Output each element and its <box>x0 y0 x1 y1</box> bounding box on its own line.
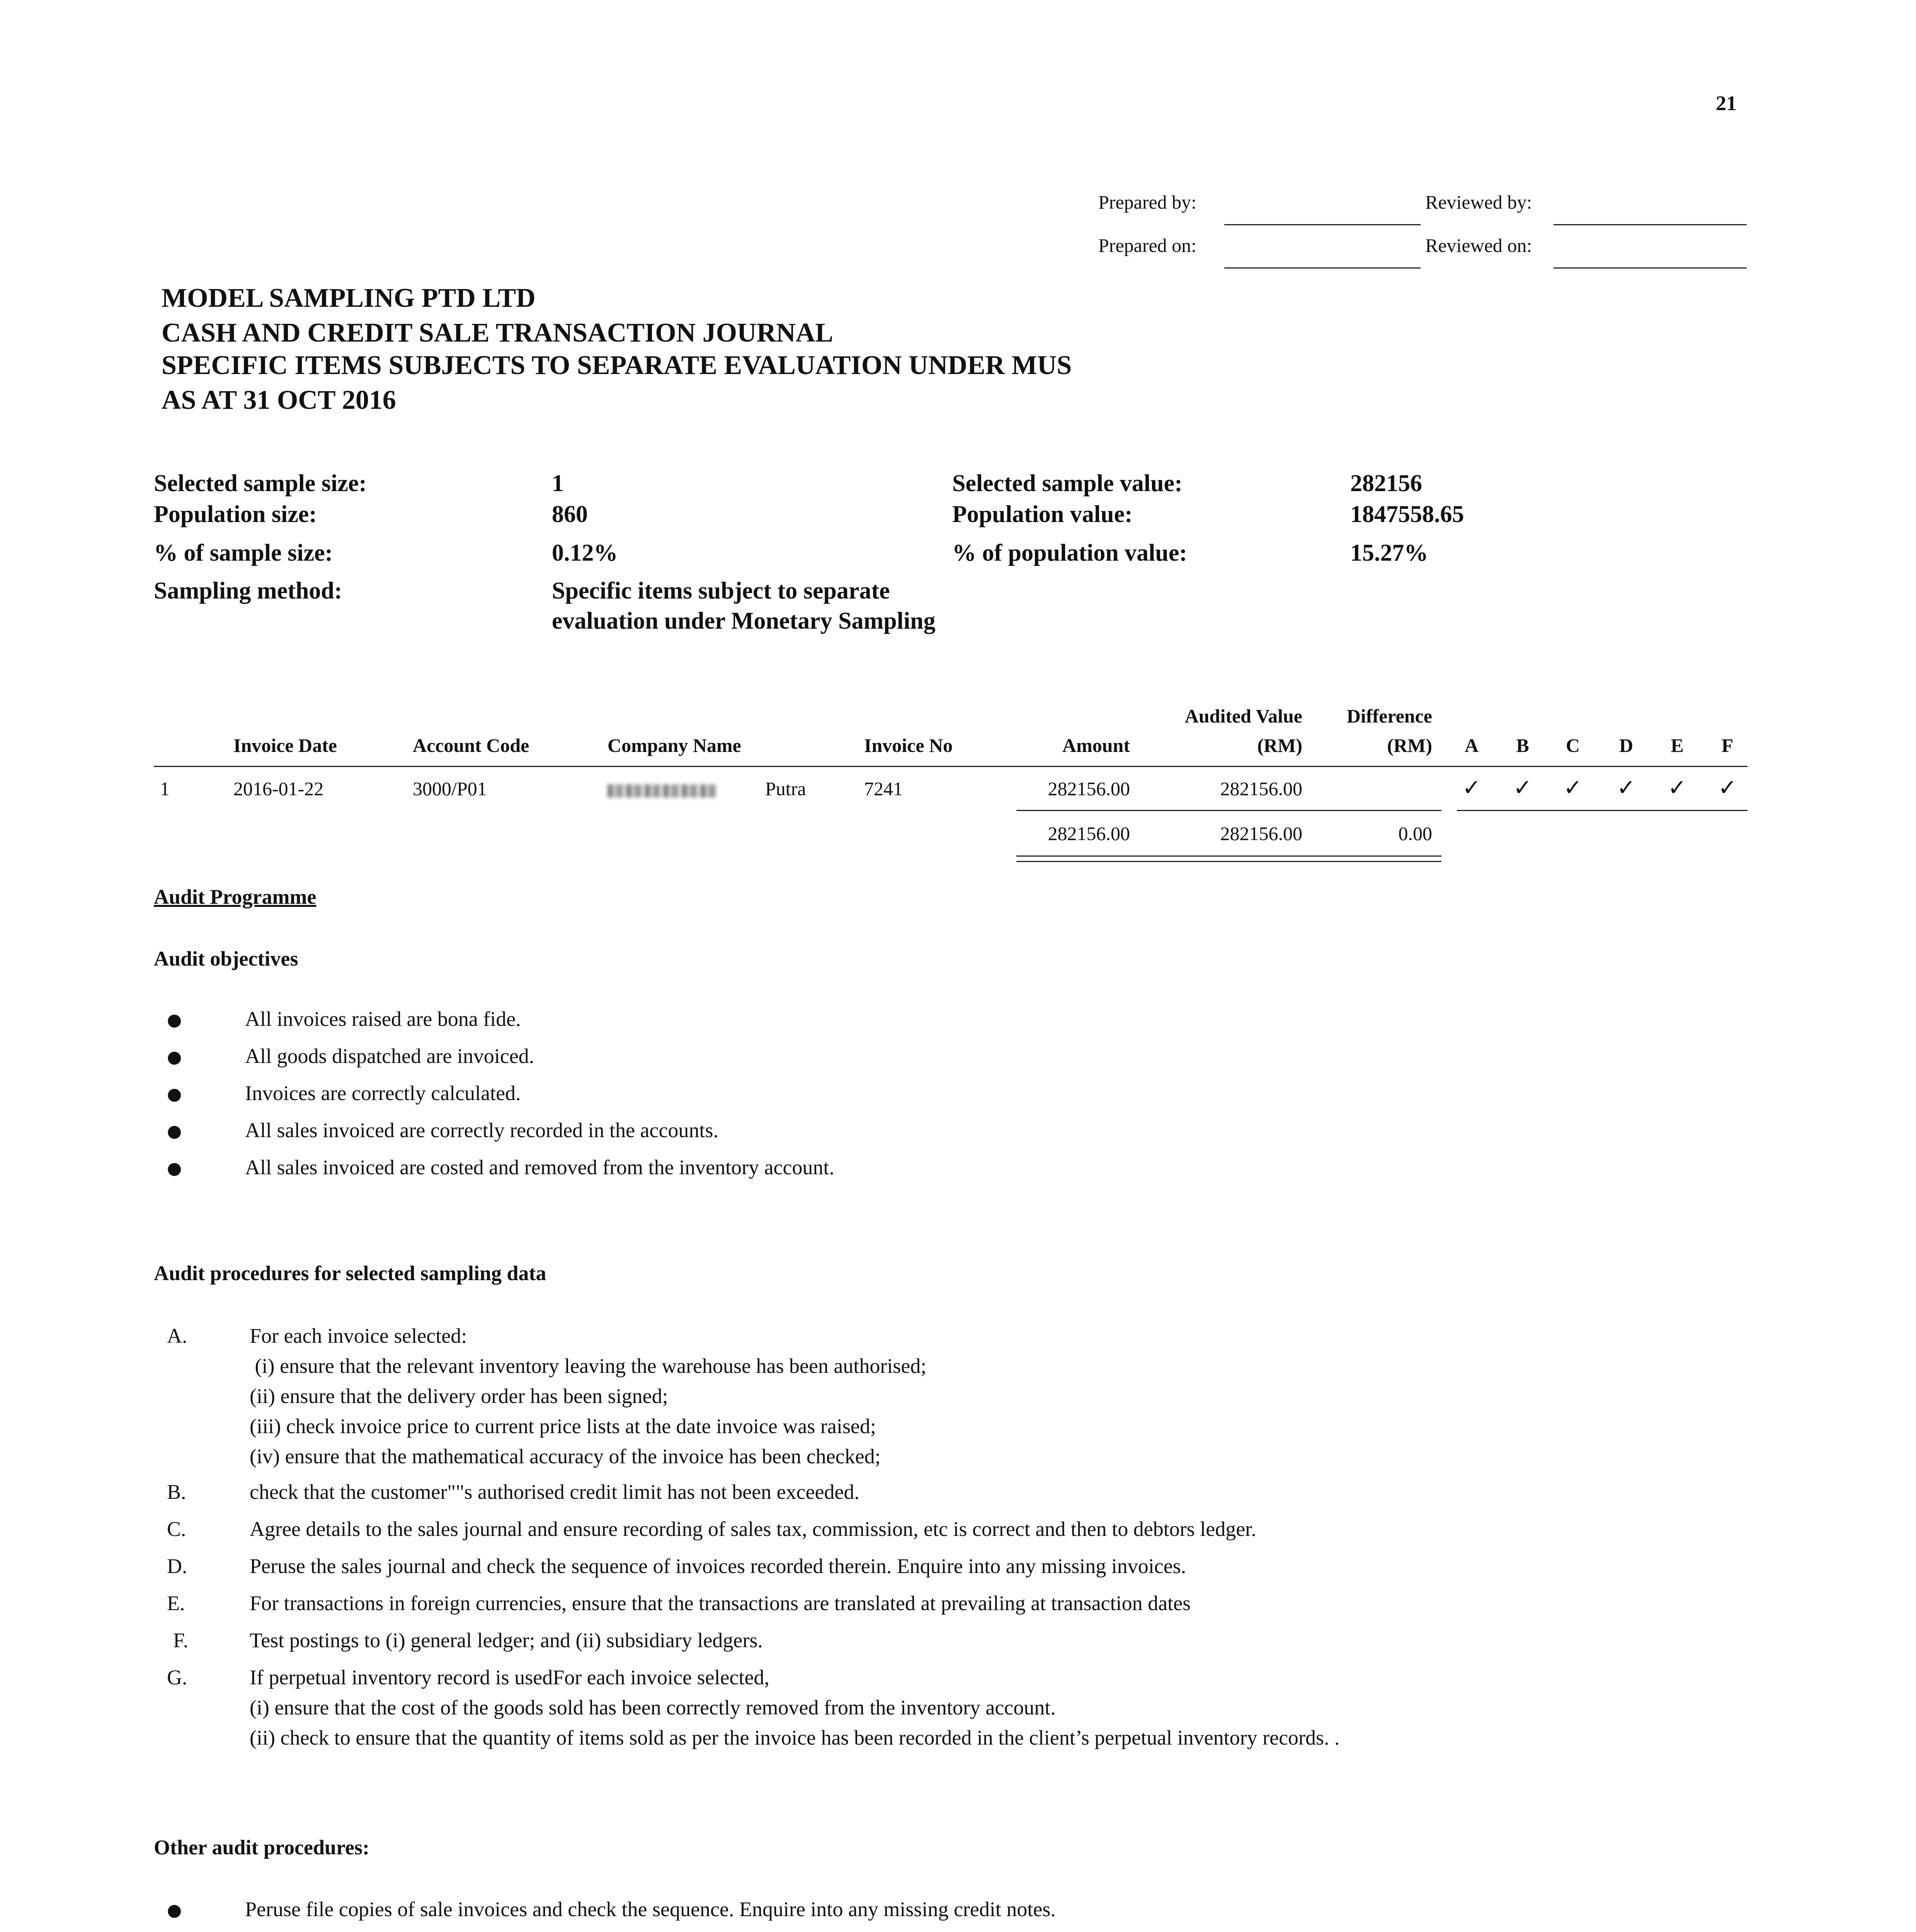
procedure-label-d: D. <box>167 1554 187 1578</box>
sampling-method-line2: evaluation under Monetary Sampling <box>552 608 936 634</box>
header-audited-value-1: Audited Value <box>1184 705 1302 727</box>
objective-item: Invoices are correctly calculated. <box>245 1082 521 1105</box>
procedure-g-line: (ii) check to ensure that the quantity of items sold as per the invoice has been recorded in the client’s perpetual inventory records. . <box>250 1726 1340 1749</box>
prepared-on-line <box>1224 267 1421 269</box>
prepared-on-label: Prepared on: <box>1098 235 1197 256</box>
objective-item: All goods dispatched are invoiced. <box>245 1044 534 1068</box>
check-a-icon: ✓ <box>1462 774 1481 801</box>
cell-audited-value: 282156.00 <box>1220 778 1302 799</box>
check-e-icon: ✓ <box>1668 774 1687 801</box>
prepared-by-label: Prepared by: <box>1098 191 1197 213</box>
title-journal: CASH AND CREDIT SALE TRANSACTION JOURNAL <box>162 318 834 348</box>
header-col-b: B <box>1516 735 1529 756</box>
selected-sample-size-value: 1 <box>552 470 564 497</box>
pct-population-value: 15.27% <box>1350 540 1428 566</box>
reviewed-on-line <box>1554 267 1747 269</box>
procedure-label-g: G. <box>167 1666 187 1689</box>
bullet-icon: ● <box>167 1047 182 1067</box>
procedure-f-text: Test postings to (i) general ledger; and (ii) subsidiary ledgers. <box>250 1629 763 1652</box>
header-audited-value-2: (RM) <box>1257 735 1302 756</box>
population-size-value: 860 <box>552 501 588 527</box>
procedure-e-text: For transactions in foreign currencies, ensure that the transactions are translated at prevailing at transaction dates <box>250 1592 1191 1615</box>
bullet-icon: ● <box>167 1010 182 1030</box>
cell-amount: 282156.00 <box>1048 778 1130 799</box>
reviewed-by-label: Reviewed by: <box>1425 191 1532 213</box>
header-difference-1: Difference <box>1346 705 1432 727</box>
title-date: AS AT 31 OCT 2016 <box>162 385 396 415</box>
sampling-method-line1: Specific items subject to separate <box>552 578 890 604</box>
reviewed-by-line <box>1554 224 1747 225</box>
checks-rule <box>1457 810 1748 811</box>
procedure-a-line: For each invoice selected: <box>250 1324 467 1347</box>
header-account-code: Account Code <box>413 735 529 756</box>
population-value-label: Population value: <box>952 501 1133 527</box>
pct-sample-size-value: 0.12% <box>552 540 618 566</box>
cell-invoice-no: 7241 <box>864 778 903 799</box>
total-amount: 282156.00 <box>1048 823 1130 844</box>
audit-objectives-heading: Audit objectives <box>154 947 298 970</box>
bullet-icon: ● <box>167 1121 182 1141</box>
other-procedure-item: Peruse file copies of sale invoices and check the sequence. Enquire into any missing credit notes. <box>245 1898 1056 1921</box>
total-double-rule <box>1016 855 1441 862</box>
procedure-label-f: F. <box>173 1629 189 1652</box>
procedure-a-line: (iii) check invoice price to current price lists at the date invoice was raised; <box>250 1415 876 1438</box>
procedure-a-line: (i) ensure that the relevant inventory leaving the warehouse has been authorised; <box>250 1354 927 1378</box>
header-col-a: A <box>1464 735 1479 756</box>
selected-sample-value-label: Selected sample value: <box>952 470 1183 497</box>
check-b-icon: ✓ <box>1513 774 1532 801</box>
audit-programme-heading: Audit Programme <box>154 885 316 908</box>
procedure-g-line: (i) ensure that the cost of the goods sold has been correctly removed from the inventory account. <box>250 1696 1056 1719</box>
check-d-icon: ✓ <box>1617 774 1636 801</box>
bullet-icon: ● <box>167 1158 182 1178</box>
header-company-name: Company Name <box>607 735 741 756</box>
prepared-by-line <box>1224 224 1421 225</box>
procedure-d-text: Peruse the sales journal and check the sequence of invoices recorded therein. Enquire into any missing invoices. <box>250 1554 1186 1578</box>
population-size-label: Population size: <box>154 501 317 527</box>
bullet-icon: ● <box>167 1900 182 1920</box>
reviewed-on-label: Reviewed on: <box>1425 235 1532 256</box>
procedures-heading: Audit procedures for selected sampling data <box>154 1262 546 1285</box>
title-company: MODEL SAMPLING PTD LTD <box>162 283 536 313</box>
header-invoice-date: Invoice Date <box>233 735 337 756</box>
sampling-method-label: Sampling method: <box>154 578 342 604</box>
procedure-label-b: B. <box>167 1480 186 1503</box>
row-number: 1 <box>160 778 170 799</box>
cell-company-name: Putra <box>765 778 806 799</box>
objective-item: All sales invoiced are correctly recorded in the accounts. <box>245 1119 718 1142</box>
page-number-top: 21 <box>1716 92 1737 115</box>
header-difference-2: (RM) <box>1387 735 1432 756</box>
bullet-icon: ● <box>167 1084 182 1104</box>
procedure-a-line: (ii) ensure that the delivery order has been signed; <box>250 1384 668 1408</box>
header-col-c: C <box>1565 735 1580 756</box>
total-difference: 0.00 <box>1398 823 1432 844</box>
pct-population-value-label: % of population value: <box>952 540 1188 566</box>
table-header-rule <box>154 766 1748 767</box>
header-invoice-no: Invoice No <box>864 735 953 756</box>
check-f-icon: ✓ <box>1718 774 1737 801</box>
header-col-e: E <box>1671 735 1684 756</box>
procedure-c-text: Agree details to the sales journal and ensure recording of sales tax, commission, etc is correct and then to debtors ledger. <box>250 1517 1256 1541</box>
redacted-company-name <box>607 784 716 798</box>
procedure-b-text: check that the customer""s authorised credit limit has not been exceeded. <box>250 1480 860 1503</box>
selected-sample-size-label: Selected sample size: <box>154 470 367 497</box>
subtotal-rule <box>1016 810 1441 811</box>
procedure-label-e: E. <box>167 1592 185 1615</box>
objective-item: All sales invoiced are costed and removed from the inventory account. <box>245 1156 834 1179</box>
title-specific-items: SPECIFIC ITEMS SUBJECTS TO SEPARATE EVALUATION UNDER MUS <box>162 350 1072 380</box>
procedure-label-a: A. <box>167 1324 187 1347</box>
cell-account-code: 3000/P01 <box>413 778 487 799</box>
population-value: 1847558.65 <box>1350 501 1464 527</box>
cell-invoice-date: 2016-01-22 <box>233 778 324 799</box>
header-col-d: D <box>1619 735 1634 756</box>
selected-sample-value: 282156 <box>1350 470 1422 497</box>
pct-sample-size-label: % of sample size: <box>154 540 333 566</box>
procedure-a-line: (iv) ensure that the mathematical accuracy of the invoice has been checked; <box>250 1445 881 1468</box>
check-c-icon: ✓ <box>1563 774 1582 801</box>
procedure-g-line: If perpetual inventory record is usedFor each invoice selected, <box>250 1666 769 1689</box>
other-procedures-heading: Other audit procedures: <box>154 1836 370 1859</box>
header-amount: Amount <box>1062 735 1130 756</box>
total-audited-value: 282156.00 <box>1220 823 1302 844</box>
header-col-f: F <box>1721 735 1734 756</box>
objective-item: All invoices raised are bona fide. <box>245 1007 521 1031</box>
procedure-label-c: C. <box>167 1517 186 1541</box>
